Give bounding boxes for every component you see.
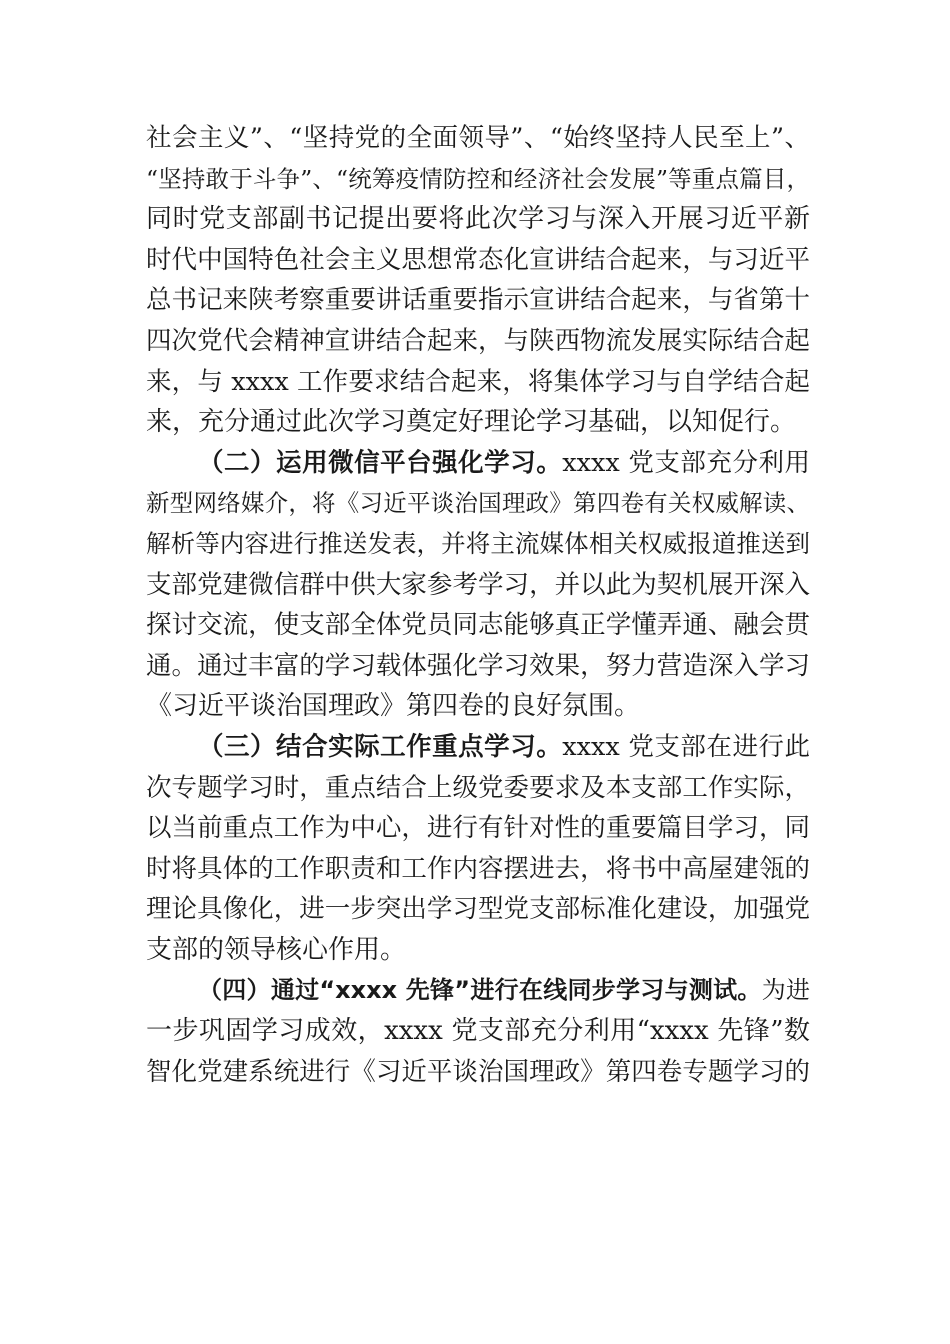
section-heading: （三）结合实际工作重点学习。 [198,731,563,762]
text-line: “坚持敢于斗争”、“统筹疫情防控和经济社会发展”等重点篇目， [146,164,810,193]
text-run: xxxx 党支部在进行此 [562,731,810,762]
text-line: 四次党代会精神宣讲结合起来，与陕西物流发展实际结合起 [146,325,810,356]
paragraph-practical-work [146,727,810,971]
text-line: 解析等内容进行推送发表，并将主流媒体相关权威报道推送到 [146,528,810,558]
text-line: 一步巩固学习成效，xxxx 党支部充分利用“xxxx 先锋”数 [146,1016,810,1047]
text-line: 《习近平谈治国理政》第四卷的良好氛围。 [146,691,641,722]
text-line: 以当前重点工作为中心，进行有针对性的重要篇目学习，同 [146,813,810,844]
text-line: 总书记来陕考察重要讲话重要指示宣讲结合起来，与省第十 [146,285,810,316]
paragraph-wechat-platform [146,443,810,727]
text-line: 次专题学习时，重点结合上级党委要求及本支部工作实际， [146,772,810,803]
paragraph-continuation [146,118,810,443]
paragraph-online-study [146,970,810,1092]
section-heading: （四）通过“xxxx 先锋”进行在线同步学习与测试。 [198,976,762,1005]
text-line: 支部党建微信群中供大家参考学习，并以此为契机展开深入 [146,569,810,600]
text-line: 同时党支部副书记提出要将此次学习与深入开展习近平新 [146,204,810,235]
paragraph-first-line [146,443,810,484]
text-line: 理论具像化，进一步突出学习型党支部标准化建设，加强党 [146,894,810,925]
text-line: 新型网络媒介，将《习近平谈治国理政》第四卷有关权威解读、 [146,489,810,518]
text-line: 来，充分通过此次学习奠定好理论学习基础，以知促行。 [146,407,797,438]
text-line: 智化党建系统进行《习近平谈治国理政》第四卷专题学习的 [146,1056,810,1087]
text-run: 为进 [761,976,810,1005]
text-line: 来，与 xxxx 工作要求结合起来，将集体学习与自学结合起 [146,366,810,397]
paragraph-first-line [146,970,810,1011]
text-line: 探讨交流，使支部全体党员同志能够真正学懂弄通、融会贯 [146,610,810,641]
paragraph-first-line [146,727,810,768]
text-run: xxxx 党支部充分利用 [562,447,810,478]
text-line: 社会主义”、“坚持党的全面领导”、“始终坚持人民至上”、 [146,123,810,153]
document-body [146,118,810,1092]
text-line: 时代中国特色社会主义思想常态化宣讲结合起来，与习近平 [146,244,810,275]
text-line: 通。通过丰富的学习载体强化学习效果，努力营造深入学习 [146,650,810,681]
text-line: 时将具体的工作职责和工作内容摆进去，将书中高屋建瓴的 [146,853,810,884]
section-heading: （二）运用微信平台强化学习。 [198,447,563,478]
text-line: 支部的领导核心作用。 [146,934,407,965]
